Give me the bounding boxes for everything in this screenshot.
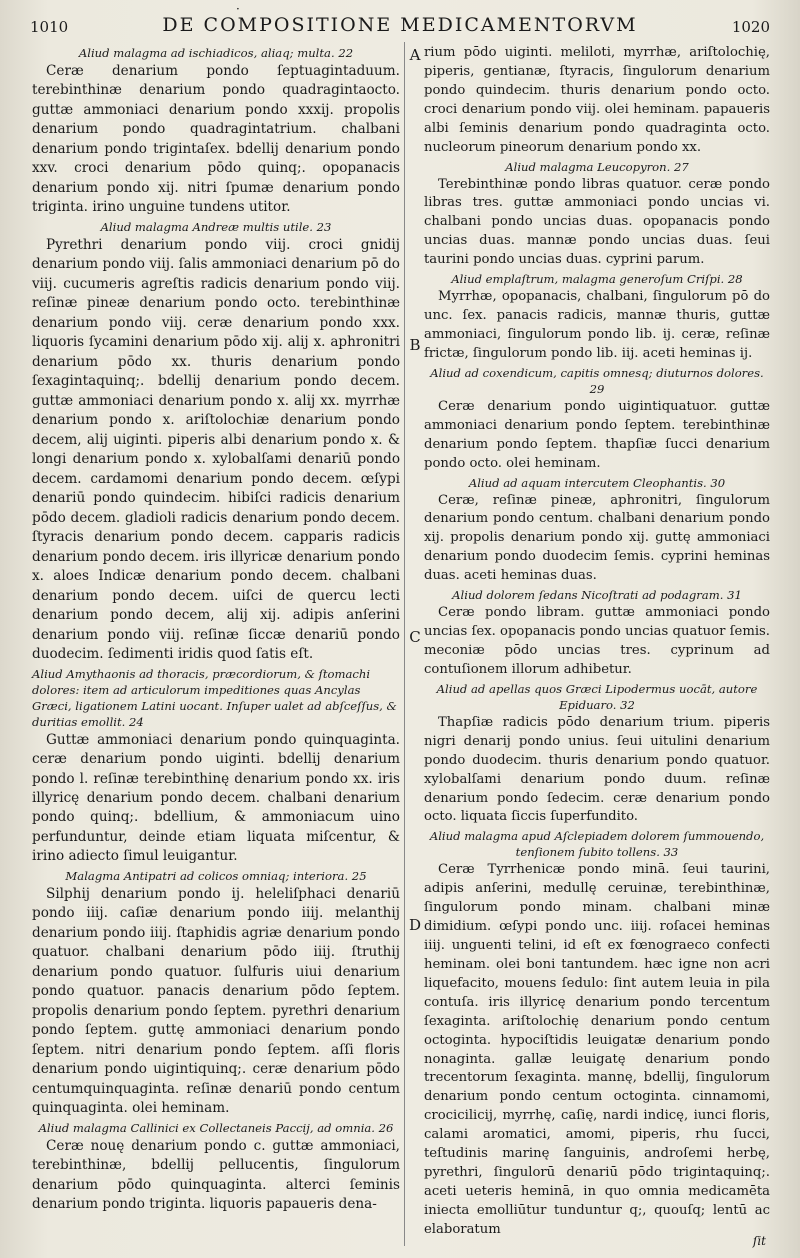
- recipe-text: Ceræ, reſinæ pineæ, aphronitri, ſingulorum denarium pondo centum. chalbani denarium pondo xij. propolis denarium pondo xij. guttę ammoniaci denarium pondo duodecim ſemis. cyprini heminas duas. aceti heminas duas.: [424, 492, 770, 584]
- recipe-text: Guttæ ammoniaci denarium pondo quinquaginta. ceræ denarium pondo uiginti. bdellij denarium pondo l. reſinæ terebinthinę denarium pondo xx. iris illyricę denarium pondo decem. chalbani denarium pondo quinq;. bdellium, & ammoniacum uino perfunduntur, deinde etiam liquata miſcentur, & irino adiecto ſimul leuigantur.: [32, 731, 400, 865]
- margin-letter-d: D: [408, 916, 422, 934]
- margin-letter-c: C: [409, 628, 421, 646]
- margin-letter-b: B: [409, 336, 421, 354]
- recipe-heading: Malagma Antipatri ad colicos omniaq; interiora. 25: [65, 868, 367, 883]
- recipe-heading: Aliud Amythaonis ad thoracis, præcordiorum, & ſtomachi dolores: item ad articulorum impeditiones quas Ancylas Græci, ligationem Latini uocant. Inſuper ualet ad abſceſſus, & duritias emollit. 24: [32, 666, 397, 729]
- recipe-heading: Aliud ad aquam intercutem Cleophantis. 30: [468, 475, 726, 490]
- recipe-text: Thapſiæ radicis pōdo denarium trium. piperis nigri denarij pondo unius. ſeui uitulini denarium pondo duodecim. thuris denarium pondo quatuor. xylobalſami denarium pondo duum. reſinæ denarium pondo ſedecim. ceræ denarium pondo octo. liquata ſiccis ſuperfundito.: [424, 714, 770, 825]
- page-number-left: 1010: [30, 18, 69, 36]
- recipe-text: Ceræ denarium pondo ſeptuagintaduum. terebinthinæ denarium pondo quadragintaocto. guttæ ammoniaci denarium pondo xxxij. propolis denarium pondo quadragintatrium. chalbani denarium pondo trigintaſex. bdellij denarium pondo xxv. croci denarium pōdo quinq;. opopanacis denarium pondo xij. nitri ſpumæ denarium pondo triginta. irino unguine tundens utitor.: [32, 63, 400, 216]
- recipe-heading: Aliud ad apellas quos Græci Lipodermus uocāt, autore Epiduaro. 32: [436, 681, 758, 712]
- recipe-heading: Aliud emplaſtrum, malagma generoſum Criſpi. 28: [451, 272, 743, 287]
- recipe-text: Myrrhæ, opopanacis, chalbani, ſingulorum pō do unc. ſex. panacis radicis, mannæ thuris, guttæ ammoniaci, ſingulorum pondo lib. ij. ceræ, reſinæ frictæ, ſingulorum pondo lib. iij. aceti heminas ij.: [424, 289, 770, 361]
- page-number-right: 1020: [731, 18, 770, 36]
- recipe-text: Terebinthinæ pondo libras quatuor. ceræ pondo libras tres. guttæ ammoniaci pondo uncias vi. chalbani pondo uncias duas. opopanacis pondo uncias duas. mannæ pondo uncias duas. ſeui taurini pondo uncias duas. cyprini parum.: [424, 176, 770, 268]
- recipe-text: rium pōdo uiginti. meliloti, myrrhæ, ariſtolochię, piperis, gentianæ, ſtyracis, ſingulorum denarium pondo quindecim. thuris denarium pondo octo. croci denarium pondo viij. olei heminam. papaueris albi ſeminis denarium pondo quadraginta octo. nucleorum pineorum denarium pondo xx.: [424, 45, 770, 155]
- recipe-heading: Aliud malagma apud Aſclepiadem dolorem ſummouendo, tenſionem ſubito tollens. 33: [429, 829, 765, 860]
- recipe-text: Ceræ pondo libram. guttæ ammoniaci pondo uncias ſex. opopanacis pondo uncias quatuor ſemis. meconiæ pōdo uncias tres. cyprinum ad contuſionem illorum adhibetur.: [424, 605, 770, 677]
- recipe-text: Ceræ nouę denarium pondo c. guttæ ammoniaci, terebinthinæ, bdellij pellucentis, ſingulorum denarium pōdo quinquaginta. alterci ſeminis denarium pondo triginta. liquoris papaueris dena-: [32, 1137, 400, 1213]
- recipe-heading: Aliud dolorem ſedans Nicoſtrati ad podagram. 31: [452, 588, 742, 603]
- right-column: [424, 44, 770, 1240]
- recipe-heading: Aliud malagma Andreæ multis utile. 23: [100, 219, 332, 234]
- recipe-text: Ceræ denarium pondo uigintiquatuor. guttæ ammoniaci denarium pondo ſeptem. terebinthinæ denarium pondo ſeptem. thapſiæ ſucci denarium pondo octo. olei heminam.: [424, 398, 770, 471]
- recipe-heading: Aliud malagma ad ischiadicos, aliaq; multa. 22: [78, 46, 354, 60]
- left-column: [32, 44, 400, 1215]
- recipe-heading: Aliud malagma Callinici ex Collectaneis Paccij, ad omnia. 26: [38, 1120, 394, 1135]
- recipe-heading: Aliud ad coxendicum, capitis omnesq; diuturnos dolores. 29: [430, 365, 764, 396]
- recipe-text: Ceræ Tyrrhenicæ pondo minā. ſeui taurini, adipis anſerini, medullę ceruinæ, terebinthinæ, ſingulorum pondo minam. chalbani minæ dimidium. œſypi pondo unc. iiij. roſacei heminas iiij. unguenti telini, id eſt ex fœnograeco confecti heminam. olei boni tantundem. hæc igne non acri liquefacito, mouens ſedulo: ſint autem leuia in pila contuſa. iris illyricę denarium pondo tercentum ſexaginta. ariſtolochię denarium pondo centum octoginta. hypociſtidis leuigatæ denarium pondo nonaginta. gallæ leuigatę denarium pondo trecentorum ſexaginta. mannę, bdellij, ſingulorum denarium pondo centum octoginta. cinnamomi, crocicilicij, myrrhę, caſię, nardi indicę, iunci floris, calami aromatici, amomi, piperis, rhu ſucci, teſtudinis marinę ſanguinis, androſemi herbę, pyrethri, ſingulorū denariū pōdo trigintaquinq;. aceti ueteris heminā, in quo omnia medicamēta iniecta emolliūtur tunduntur q;, quouſq; lentū ac elaboratum: [424, 862, 770, 1237]
- running-header: [30, 2, 770, 40]
- header-dot: ·: [236, 2, 242, 16]
- margin-letter-a: A: [409, 46, 421, 64]
- column-divider: [404, 42, 405, 1246]
- catchword: ſit: [752, 1234, 766, 1248]
- recipe-text: Silphij denarium pondo ij. heleliſphaci denariū pondo iiij. caſiæ denarium pondo iiij. melanthij denarium pondo iiij. ſtaphidis agriæ denarium pondo quatuor. chalbani denarium pōdo iiij. ſtruthij denarium pondo quatuor. ſulfuris uiui denarium pondo quatuor. panacis denarium pōdo ſeptem. propolis denarium pondo ſeptem. pyrethri denarium pondo ſeptem. guttę ammoniaci denarium pondo ſeptem. nitri denarium pondo ſeptem. aſſi floris denarium pondo uigintiquinq;. ceræ denarium pōdo centumquinquaginta. reſinæ denariū pondo centum quinquaginta. olei heminam.: [32, 885, 400, 1117]
- recipe-text: Pyrethri denarium pondo viij. croci gnidij denarium pondo viij. ſalis ammoniaci denarium pō do viij. cucumeris agreſtis radicis denarium pondo viij. reſinæ pineæ denarium pondo octo. terebinthinæ denarium pondo viij. ceræ denarium pondo xxx. liquoris ſycamini denarium pōdo xij. alij x. aphronitri denarium pōdo xx. thuris denarium pondo ſexagintaquinq;. bdellij denarium pondo decem. guttæ ammoniaci denarium pondo x. alij xx. myrrhæ denarium pondo x. ariſtolochiæ denarium pondo decem, alij uiginti. piperis albi denarium pondo x. & longi denarium pondo x. xylobalſami denariū pondo decem. cardamomi denarium pondo decem. œſypi denariū pondo quindecim. hibiſci radicis denarium pōdo decem. gladioli radicis denarium pondo decem. ſtyracis denarium pondo decem. capparis radicis denarium pondo decem. iris illyricæ denarium pondo x. aloes Indicæ denarium pondo decem. chalbani denarium pondo decem. uiſci de quercu lecti denarium pondo decem, alij xij. adipis anſerini denarium pondo viij. reſinæ ſiccæ denariū pondo duodecim. ſedimenti iridis quod ſatis eſt.: [32, 236, 400, 663]
- recipe-heading: Aliud malagma Leucopyron. 27: [505, 159, 689, 174]
- running-title: DE COMPOSITIONE MEDICAMENTORVM: [162, 14, 638, 36]
